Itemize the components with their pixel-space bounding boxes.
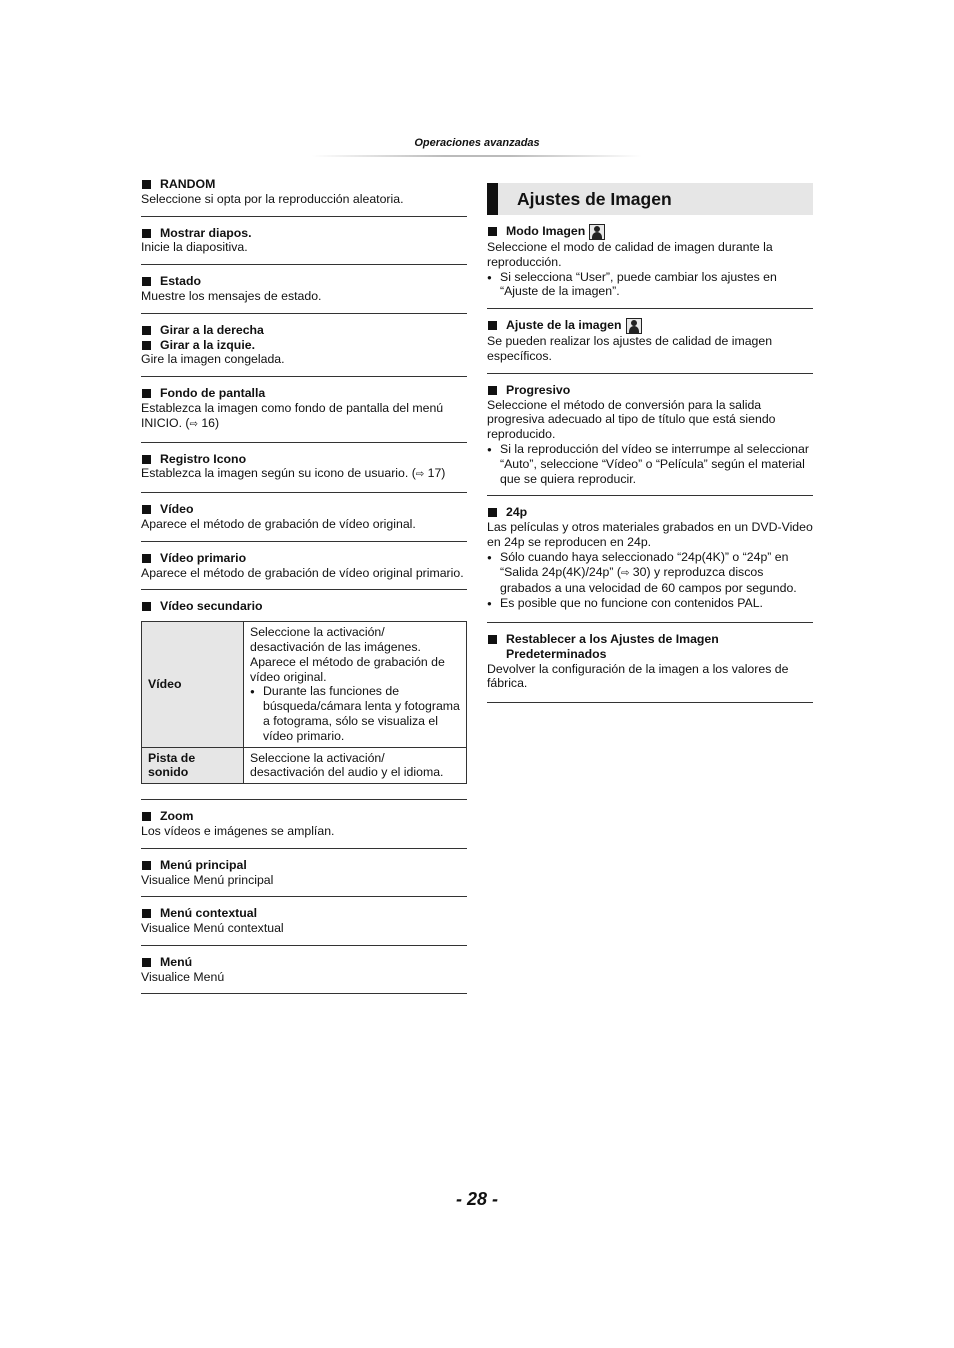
left-column	[141, 177, 467, 1003]
section-text: Establezca la imagen como fondo de pantalla del menú INICIO. (⇨ 16)	[141, 400, 444, 430]
black-square-icon	[488, 508, 497, 517]
user-mode-icon	[589, 224, 605, 240]
section-title: Girar a la derecha	[160, 322, 264, 337]
section-title: Progresivo	[506, 382, 571, 397]
section-title: Menú principal	[160, 857, 247, 872]
section-title: Restablecer a los Ajustes de Imagen Predeterminados	[506, 631, 719, 661]
section-title: Mostrar diapos.	[160, 225, 252, 240]
section-video	[141, 502, 467, 542]
section-bullet: Sólo cuando haya seleccionado “24p(4K)” o “24p” en “Salida 24p(4K)/24p” (⇨ 30) y reproduzca discos grabados a una velocidad de 60 campos por segundo.	[500, 549, 797, 596]
black-square-icon	[142, 505, 151, 514]
section-text: Las películas y otros materiales grabados en un DVD-Video en 24p se reproducen en 24p.	[487, 520, 813, 549]
section-title: Menú contextual	[160, 906, 258, 921]
section-girar	[141, 323, 467, 377]
arrow-ref-icon: ⇨	[189, 418, 198, 430]
bullet-icon	[487, 270, 500, 300]
section-title: Zoom	[160, 809, 194, 824]
black-square-icon	[488, 386, 497, 395]
bullet-icon	[250, 684, 263, 743]
section-text: Aparece el método de grabación de vídeo original primario.	[141, 565, 464, 580]
section-progresivo	[487, 383, 813, 497]
section-title: Vídeo primario	[160, 550, 247, 565]
table-cell	[244, 622, 467, 747]
page-header: Operaciones avanzadas	[414, 137, 540, 149]
table-row	[142, 622, 467, 747]
arrow-ref-icon: ⇨	[415, 469, 425, 481]
section-restablecer	[487, 632, 813, 703]
section-text: Visualice Menú principal	[141, 872, 274, 887]
section-title: Fondo de pantalla	[160, 386, 266, 401]
arrow-ref-icon: ⇨	[620, 567, 630, 579]
black-square-icon	[142, 812, 151, 821]
black-square-icon	[488, 227, 497, 236]
bullet-icon	[487, 550, 500, 596]
section-text: Muestre los mensajes de estado.	[141, 288, 322, 303]
section-zoom	[141, 809, 467, 849]
cell-bullet: Durante las funciones de búsqueda/cámara lenta y fotograma a fotograma, sólo se visualiza el vídeo primario.	[263, 684, 460, 743]
section-modo-imagen	[487, 224, 813, 309]
section-text: Inicie la diapositiva.	[141, 240, 248, 255]
section-text: Establezca la imagen según su icono de usuario. (⇨ 17)	[141, 466, 446, 481]
black-square-icon	[142, 861, 151, 870]
section-fondo	[141, 386, 467, 442]
black-square-icon	[142, 277, 151, 286]
black-square-icon	[142, 602, 151, 611]
section-menu-principal	[141, 858, 467, 898]
black-square-icon	[142, 341, 151, 350]
section-title: Menú	[160, 954, 193, 969]
section-text: Se pueden realizar los ajustes de calidad de imagen específicos.	[487, 334, 773, 363]
section-text: Los vídeos e imágenes se amplían.	[141, 823, 335, 838]
black-square-icon	[488, 321, 497, 330]
table-row-head: Pista de sonido	[142, 747, 244, 784]
section-menu	[141, 955, 467, 995]
section-text: Visualice Menú	[141, 969, 225, 984]
header-divider	[312, 155, 642, 157]
section-title: Modo Imagen	[506, 224, 586, 238]
section-title: RANDOM	[160, 177, 216, 191]
page-number: - 28 -	[455, 1189, 498, 1209]
right-column	[487, 183, 813, 712]
section-title: Vídeo secundario	[160, 599, 263, 614]
black-square-icon	[142, 389, 151, 398]
bullet-icon	[487, 442, 500, 486]
section-text: Seleccione el modo de calidad de imagen durante la reproducción.	[487, 240, 773, 269]
ajustes-banner	[487, 183, 813, 215]
section-mostrar-diapos	[141, 226, 467, 266]
section-registro	[141, 452, 467, 494]
section-text: Devolver la configuración de la imagen a los valores de fábrica.	[487, 661, 789, 691]
section-text: Seleccione el método de conversión para la salida progresiva adecuado al tipo de título que está siendo reproducido.	[487, 397, 776, 442]
banner-bar	[487, 183, 498, 215]
black-square-icon	[142, 958, 151, 967]
black-square-icon	[142, 909, 151, 918]
section-video-primario	[141, 551, 467, 591]
black-square-icon	[142, 180, 151, 189]
section-title: Estado	[160, 274, 201, 289]
section-text: Aparece el método de grabación de vídeo original.	[141, 516, 416, 531]
section-menu-contextual	[141, 906, 467, 946]
section-text: Gire la imagen congelada.	[141, 352, 285, 367]
section-title: Ajuste de la imagen	[506, 318, 622, 333]
table-cell: Seleccione la activación/ desactivación del audio y el idioma.	[244, 747, 467, 784]
cell-text: Seleccione la activación/ desactivación de las imágenes. Aparece el método de grabación de vídeo original.	[250, 625, 445, 684]
section-text: Visualice Menú contextual	[141, 921, 284, 936]
black-square-icon	[488, 635, 497, 644]
black-square-icon	[142, 554, 151, 563]
section-estado	[141, 274, 467, 314]
table-row-head: Vídeo	[142, 622, 244, 747]
section-bullet: Es posible que no funcione con contenidos PAL.	[500, 596, 763, 611]
black-square-icon	[142, 229, 151, 238]
black-square-icon	[142, 455, 151, 464]
section-video-secundario	[141, 599, 467, 800]
section-24p	[487, 505, 813, 623]
section-title: Registro Icono	[160, 451, 247, 466]
banner-title: Ajustes de Imagen	[517, 188, 672, 209]
user-mode-icon	[626, 318, 642, 334]
black-square-icon	[142, 326, 151, 335]
section-random	[141, 177, 467, 217]
section-title: 24p	[506, 505, 528, 520]
section-bullet: Si la reproducción del vídeo se interrumpe al seleccionar “Auto”, seleccione “Vídeo” o “Película” según el material que se quiera reproducir.	[500, 441, 809, 486]
section-text: Seleccione si opta por la reproducción aleatoria.	[141, 191, 404, 206]
section-ajuste-imagen	[487, 318, 813, 374]
video-secundario-table	[141, 621, 467, 784]
section-bullet: Si selecciona “User”, puede cambiar los ajustes en “Ajuste de la imagen”.	[500, 269, 777, 299]
section-title: Girar a la izquie.	[160, 337, 255, 352]
bullet-icon	[487, 596, 500, 613]
section-title: Vídeo	[160, 502, 194, 517]
table-row	[142, 747, 467, 784]
